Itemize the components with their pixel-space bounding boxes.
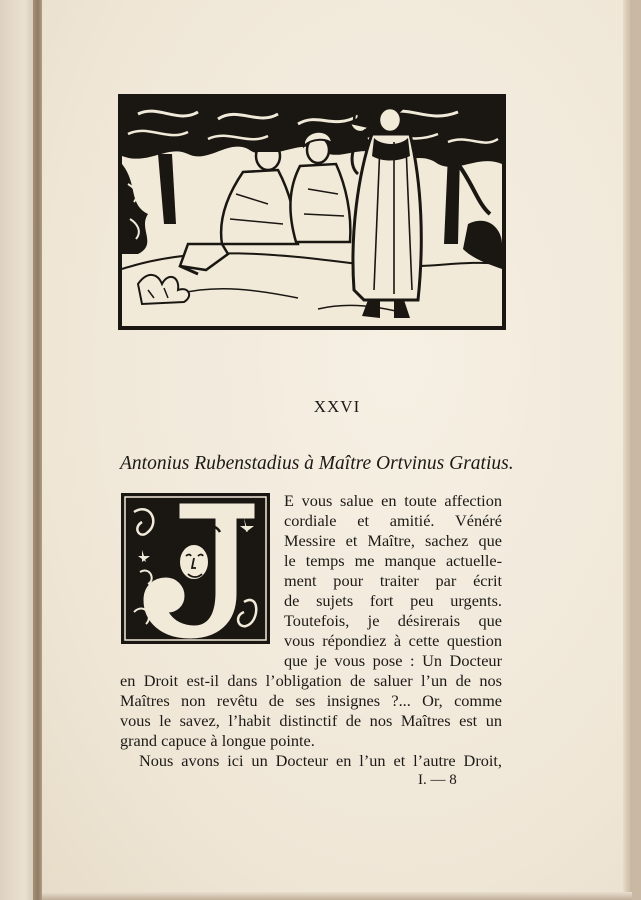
body-line: Toutefois, je désirerais que: [284, 611, 502, 630]
body-line: en Droit est-il dans l’obligation de saluer l’un de nos: [120, 671, 502, 690]
body-line: de sujets fort peu urgents.: [284, 591, 502, 610]
second-paragraph-line: Nous avons ici un Docteur en l’un et l’autre Droit,: [139, 751, 502, 770]
body-line: le temps me manque actuelle-: [284, 551, 502, 570]
letter-heading: Antonius Rubenstadius à Maître Ortvinus Gratius.: [120, 453, 514, 474]
signature-mark: I. — 8: [418, 772, 457, 788]
body-line: Maîtres non revêtu de ses insignes ?... Or, comme: [120, 691, 502, 710]
book-page: [42, 0, 632, 900]
decorated-initial: [120, 492, 271, 645]
body-line: cordiale et amitié. Vénéré: [284, 511, 502, 530]
body-line: Messire et Maître, sachez que: [284, 531, 502, 550]
body-line: que je vous pose : Un Docteur: [284, 651, 502, 670]
body-line: vous répondiez à cette question: [284, 631, 502, 650]
page-bottom-edge: [42, 892, 632, 900]
page-edge: [623, 0, 632, 900]
woodcut-illustration: [118, 94, 506, 330]
body-line: ment pour traiter par écrit: [284, 571, 502, 590]
body-line: vous le savez, l’habit distinctif de nos Maîtres est un: [120, 711, 502, 730]
body-line: E vous salue en toute affection: [284, 491, 502, 510]
chapter-number: XXVI: [313, 397, 361, 416]
body-line: grand capuce à longue pointe.: [120, 731, 315, 750]
